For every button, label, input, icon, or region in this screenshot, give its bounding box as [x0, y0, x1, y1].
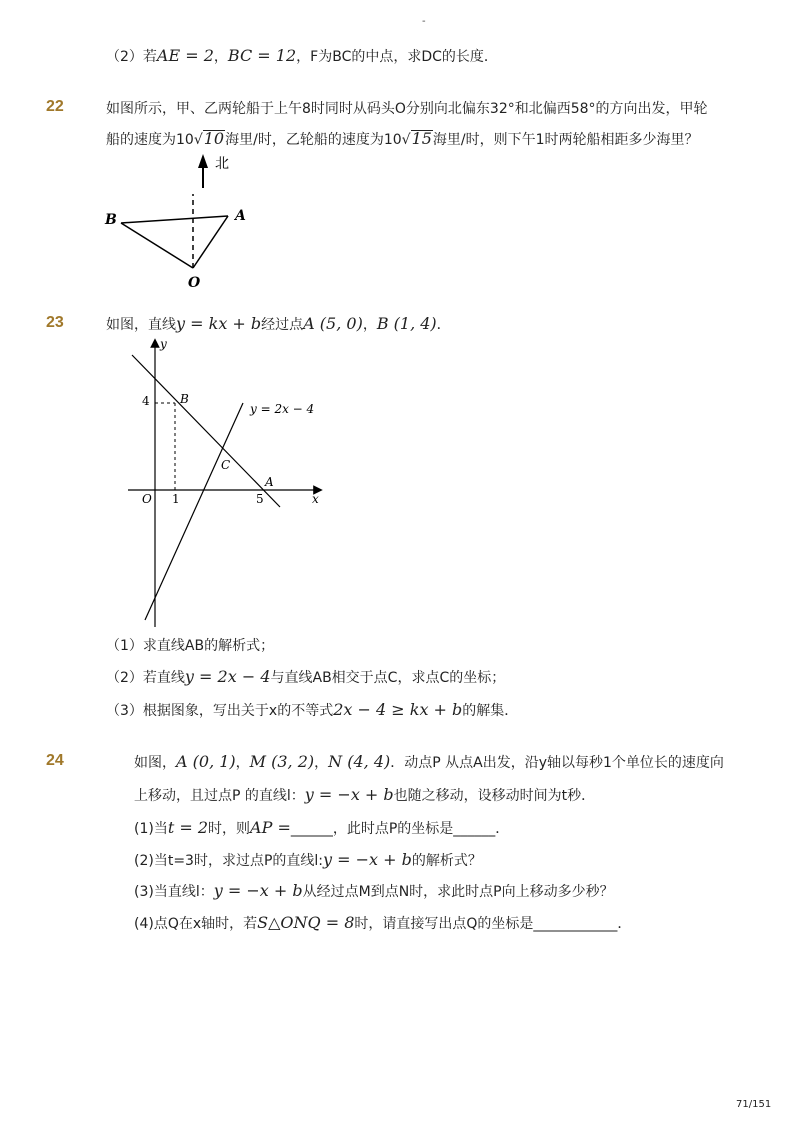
- q24-p1-eq1: t = 2: [167, 818, 209, 837]
- north-arrow-head: [198, 154, 208, 168]
- question-number-22: 22: [46, 98, 64, 115]
- label-a: A: [265, 475, 274, 489]
- q24-line1-a: 如图，: [134, 755, 176, 771]
- q24-p4-b: 时，请直接写出点Q的坐标是____________．: [354, 916, 632, 932]
- q24-line1: [134, 752, 724, 773]
- q23-part2: [106, 667, 505, 688]
- q24-p4-eq: S△ONQ = 8: [257, 913, 355, 932]
- q24-p1-a: (1)当: [134, 821, 168, 837]
- q24-part4: [134, 913, 631, 934]
- q22-sqrt1: 10: [203, 129, 225, 148]
- q24-line2-eq: y = −x + b: [304, 785, 394, 804]
- q23-part3-b: 的解集．: [462, 703, 519, 719]
- q23-figure: [100, 335, 330, 630]
- q23-intro-eq: y = kx + b: [176, 314, 262, 333]
- q24-line2: [134, 785, 595, 806]
- tick-x5: 5: [256, 492, 264, 506]
- q24-p3-b: 从经过点M到点N时，求此时点P向上移动多少秒？: [302, 884, 614, 900]
- q24-part1: [134, 818, 509, 839]
- q24-p1-eq2: AP =: [250, 818, 291, 837]
- label-b: B: [105, 212, 117, 228]
- segment-ba: [121, 216, 228, 223]
- q24-sep-2: ，: [314, 755, 329, 771]
- q23-intro-b: 经过点: [261, 317, 304, 333]
- q24-line2-a: 上移动，且过点P 的直线l：: [134, 788, 305, 804]
- line-2x-minus-4: [145, 403, 243, 620]
- q21-part2-suffix: ，F为BC的中点，求DC的长度．: [296, 49, 498, 65]
- header-mark: -: [422, 16, 426, 27]
- q22-line2-c: 海里/时，则下午1时两轮船相距多少海里？: [432, 132, 699, 148]
- q24-p2-eq: y = −x + b: [323, 850, 412, 869]
- q21-sep: ，: [213, 49, 228, 65]
- page-number: 71/151: [736, 1099, 772, 1110]
- q21-part2-prefix: （2）若: [106, 49, 157, 65]
- q24-p3-a: (3)当直线l：: [134, 884, 214, 900]
- q23-part3-eq: 2x − 4 ≥ kx + b: [333, 700, 463, 719]
- q22-sqrt2: 15: [411, 129, 432, 148]
- sqrt-symbol: √: [401, 132, 411, 148]
- q24-part2: [134, 850, 482, 871]
- q23-intro-end: ．: [436, 317, 451, 333]
- q23-point-b: B (1, 4): [376, 314, 437, 333]
- question-number-24: 24: [46, 752, 64, 769]
- q24-point-a: A (0, 1): [176, 752, 236, 771]
- q24-point-n: N (4, 4): [328, 752, 391, 771]
- q22-line2-b: 海里/时，乙轮船的速度为10: [225, 132, 402, 148]
- q21-eq-bc: BC = 12: [227, 46, 297, 65]
- q24-part3: [134, 881, 614, 902]
- sqrt-symbol: √: [193, 132, 203, 148]
- q23-part2-eq: y = 2x − 4: [184, 667, 271, 686]
- q23-comma: ，: [362, 317, 377, 333]
- q23-point-a: A (5, 0): [303, 314, 363, 333]
- q23-part1: （1）求直线AB的解析式；: [106, 638, 275, 654]
- q23-part3-a: （3）根据图象，写出关于x的不等式: [106, 703, 334, 719]
- q23-intro: [106, 314, 451, 335]
- label-c: C: [221, 458, 231, 472]
- q24-p4-a: (4)点Q在x轴时，若: [134, 916, 258, 932]
- q24-p1-c: ______，此时点P的坐标是______．: [290, 821, 510, 837]
- q24-line1-b: ．动点P 从点A出发，沿y轴以每秒1个单位长的速度向: [390, 755, 724, 771]
- q24-p2-a: (2)当t=3时，求过点P的直线l:: [134, 853, 324, 869]
- segment-ao: [193, 216, 228, 268]
- q23-part2-b: 与直线AB相交于点C，求点C的坐标；: [270, 670, 506, 686]
- q22-figure: [95, 150, 265, 295]
- tick-y4: 4: [142, 394, 150, 408]
- q24-sep-1: ，: [235, 755, 250, 771]
- q21-part2: [106, 46, 498, 67]
- q24-point-m: M (3, 2): [249, 752, 315, 771]
- q23-intro-a: 如图，直线: [106, 317, 176, 333]
- q22-line1: 如图所示，甲、乙两轮船于上午8时同时从码头O分别向北偏东32°和北偏西58°的方向出发，甲轮: [106, 101, 708, 117]
- q23-part3: [106, 700, 518, 721]
- q24-p2-b: 的解析式？: [411, 853, 482, 869]
- q21-eq-ae: AE = 2: [156, 46, 214, 65]
- q22-line2-a: 船的速度为10: [106, 132, 194, 148]
- question-number-23: 23: [46, 314, 64, 331]
- tick-x1: 1: [172, 492, 180, 506]
- q22-line2: [106, 130, 699, 150]
- line-equation-label: y = 2x − 4: [250, 402, 315, 416]
- origin-label: O: [142, 492, 152, 506]
- y-axis-label: y: [160, 337, 167, 351]
- segment-bo: [121, 223, 193, 268]
- label-a: A: [235, 208, 246, 224]
- q24-p3-eq: y = −x + b: [213, 881, 303, 900]
- q24-p1-b: 时，则: [208, 821, 251, 837]
- north-label: 北: [215, 156, 229, 172]
- label-b: B: [180, 392, 189, 406]
- x-axis-label: x: [312, 492, 319, 506]
- q23-part2-a: （2）若直线: [106, 670, 185, 686]
- label-o: O: [188, 275, 201, 291]
- q24-line2-b: 也随之移动，设移动时间为t秒．: [393, 788, 596, 804]
